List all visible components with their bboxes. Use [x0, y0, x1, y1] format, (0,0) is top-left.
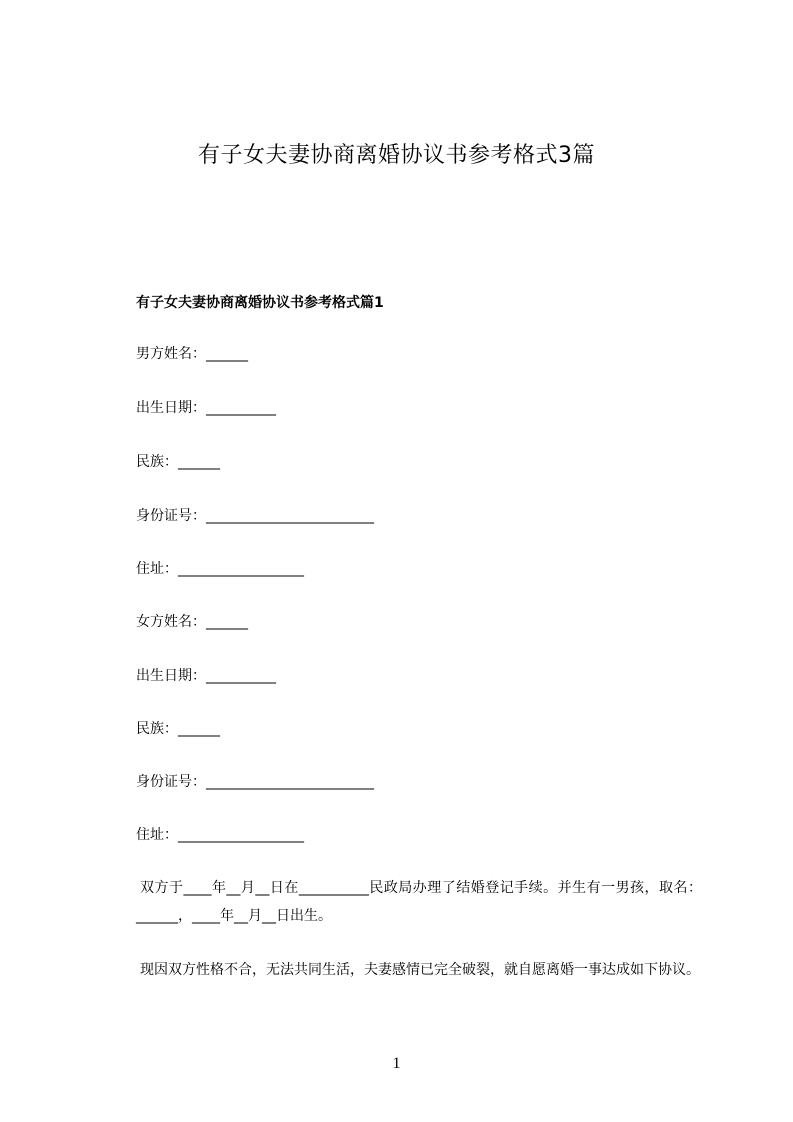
male-address-field: [136, 559, 304, 579]
female-birthdate-field: [136, 666, 276, 686]
male-ethnicity-field: [136, 452, 220, 472]
field-blank: ______: [178, 721, 220, 737]
field-label: 身份证号：: [136, 774, 206, 790]
field-label: 身份证号：: [136, 508, 206, 524]
document-title: 有子女夫妻协商离婚协议书参考格式3篇: [198, 143, 595, 168]
field-label: 民族：: [136, 454, 178, 470]
section-heading: 有子女夫妻协商离婚协议书参考格式篇1: [136, 295, 384, 311]
field-blank: ______: [206, 614, 248, 630]
marriage-registration-paragraph: 双方于____年__月__日在__________民政局办理了结婚登记手续。并生有一男孩，取名：______，____年__月__日出生。: [136, 880, 702, 924]
field-blank: __________________: [178, 561, 304, 577]
field-label: 住址：: [136, 827, 178, 843]
female-ethnicity-field: [136, 719, 220, 739]
field-blank: ________________________: [206, 508, 374, 524]
field-blank: __________________: [178, 827, 304, 843]
male-birthdate-field: [136, 398, 276, 418]
field-blank: __________: [206, 400, 276, 416]
female-address-field: [136, 825, 304, 845]
field-label: 出生日期：: [136, 400, 206, 416]
field-label: 女方姓名：: [136, 614, 206, 630]
field-label: 住址：: [136, 561, 178, 577]
male-id-number-field: [136, 506, 374, 526]
divorce-reason-paragraph: 现因双方性格不合，无法共同生活，夫妻感情已完全破裂，就自愿离婚一事达成如下协议。: [140, 962, 700, 978]
field-label: 男方姓名：: [136, 346, 206, 362]
field-label: 民族：: [136, 721, 178, 737]
field-blank: ______: [206, 346, 248, 362]
field-label: 出生日期：: [136, 668, 206, 684]
field-blank: __________: [206, 668, 276, 684]
page-number: 1: [392, 1055, 401, 1072]
field-blank: ________________________: [206, 774, 374, 790]
female-id-number-field: [136, 772, 374, 792]
female-name-field: [136, 612, 248, 632]
male-name-field: [136, 344, 248, 364]
field-blank: ______: [178, 454, 220, 470]
